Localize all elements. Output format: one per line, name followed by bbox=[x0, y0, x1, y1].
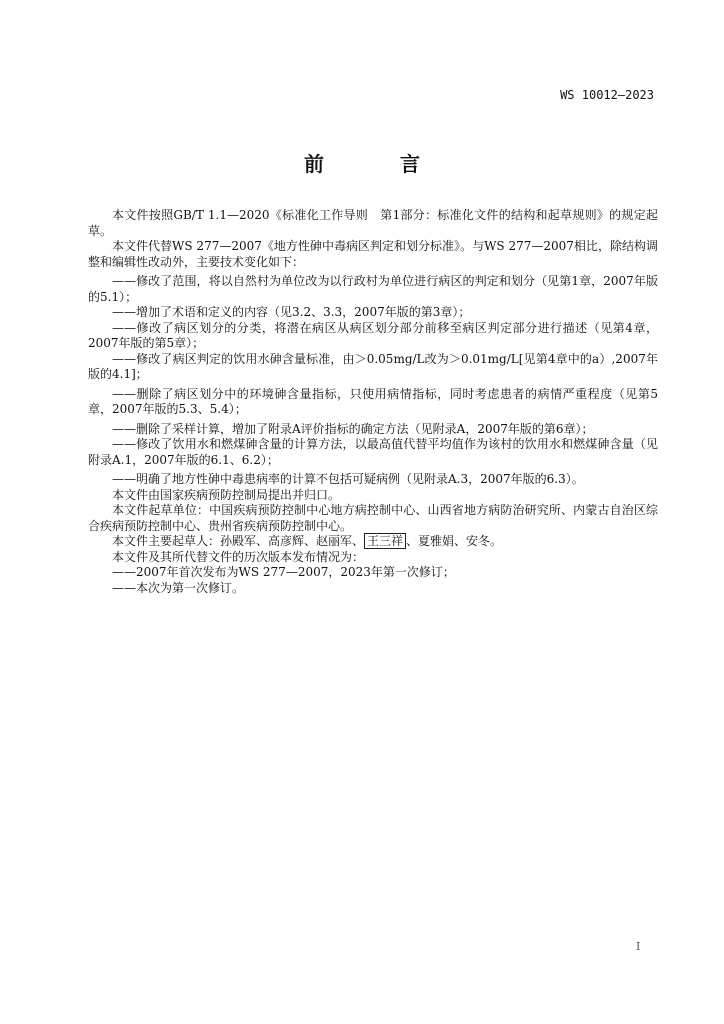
change-item-water-arsenic: ——修改了病区判定的饮用水砷含量标准，由＞0.05mg/L改为＞0.01mg/L[见第4章中的a）,2007年版的4.1]； bbox=[88, 351, 658, 381]
change-item-prevalence: ——明确了地方性砷中毒患病率的计算不包括可疑病例（见附录A.3，2007年版的6.3）。 bbox=[112, 472, 584, 486]
change-item-sampling: ——删除了采样计算，增加了附录A评价指标的确定方法（见附录A，2007年版的第6章）； bbox=[112, 421, 594, 436]
page-title: 前 言 bbox=[304, 152, 448, 176]
document-body bbox=[88, 208, 658, 596]
change-item-scope: ——修改了范围，将以自然村为单位改为以行政村为单位进行病区的判定和划分（见第1章，2007年版的5.1）； bbox=[88, 274, 658, 304]
drafters-list-end: 、夏雅娟、安冬。 bbox=[406, 534, 503, 548]
page-number: I bbox=[636, 940, 641, 953]
document-code: WS 10012—2023 bbox=[560, 88, 654, 102]
change-item-environment-index: ——删除了病区划分中的环境砷含量指标，只使用病情指标，同时考虑患者的病情严重程度（见第5章，2007年版的5.3、5.4）； bbox=[88, 386, 658, 416]
change-item-classification: ——修改了病区划分的分类，将潜在病区从病区划分部分前移至病区判定部分进行描述（见第4章，2007年版的第5章）； bbox=[88, 320, 658, 350]
change-item-calculation: ——修改了饮用水和燃煤砷含量的计算方法，以最高值代替平均值作为该村的饮用水和燃煤砷含量（见附录A.1，2007年版的6.1、6.2）； bbox=[88, 437, 658, 467]
paragraph-history-intro: 本文件及其所代替文件的历次版本发布情况为： bbox=[112, 549, 365, 564]
paragraph-drafters bbox=[88, 534, 658, 550]
history-item-first-release: ——2007年首次发布为WS 277—2007，2023年第一次修订； bbox=[112, 565, 455, 579]
change-item-terms: ——增加了术语和定义的内容（见3.2、3.3，2007年版的第3章）； bbox=[112, 305, 471, 319]
paragraph-drafting-units: 本文件起草单位：中国疾病预防控制中心地方病控制中心、山西省地方病防治研究所、内蒙古自治区综合疾病预防控制中心、贵州省疾病预防控制中心。 bbox=[88, 503, 658, 533]
paragraph-proposer: 本文件由国家疾病预防控制局提出并归口。 bbox=[112, 487, 341, 502]
history-item-current: ——本次为第一次修订。 bbox=[112, 580, 245, 595]
paragraph-replaces: 本文件代替WS 277—2007《地方性砷中毒病区判定和划分标准》。与WS 277—2007相比，除结构调整和编辑性改动外，主要技术变化如下： bbox=[88, 239, 658, 269]
highlighted-drafter-name: 王三祥 bbox=[364, 533, 406, 549]
paragraph-drafting-rules: 本文件按照GB/T 1.1—2020《标准化工作导则 第1部分：标准化文件的结构和起草规则》的规定起草。 bbox=[88, 208, 658, 238]
drafters-list-start: 本文件主要起草人：孙殿军、高彦辉、赵丽军、 bbox=[112, 534, 365, 548]
